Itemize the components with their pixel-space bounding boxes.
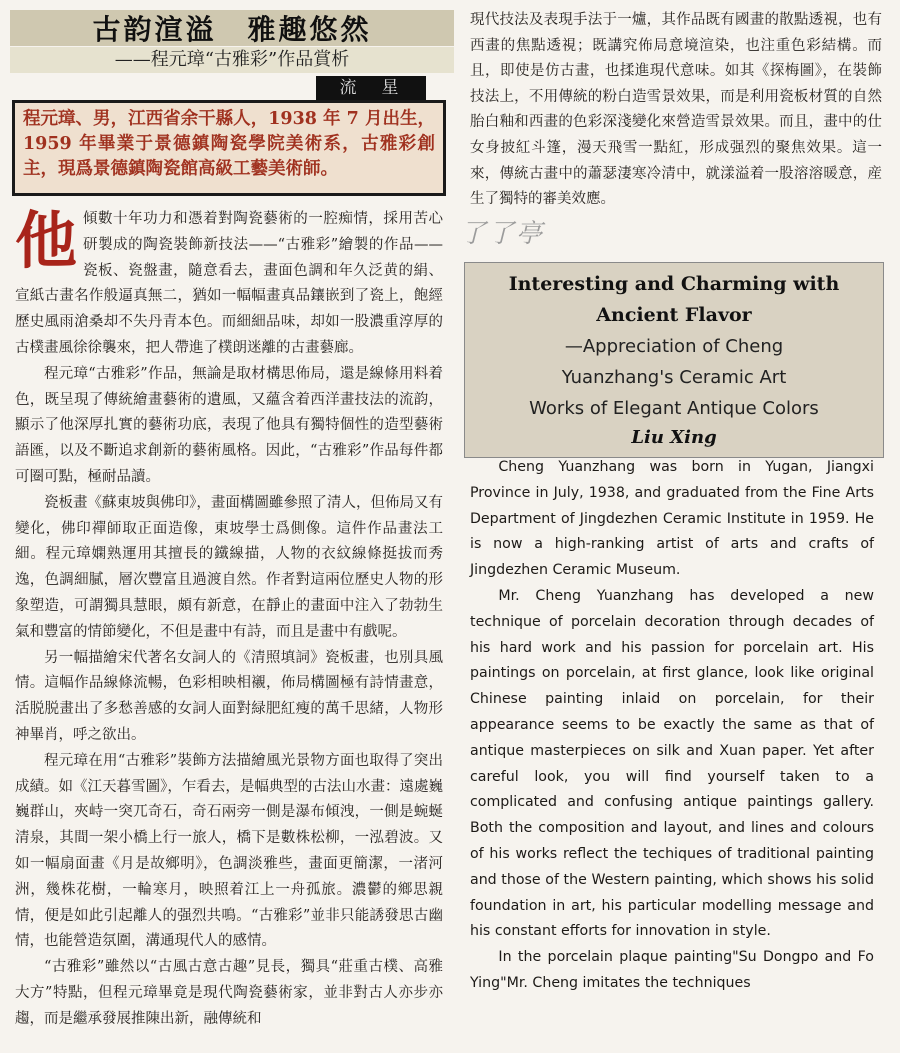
chinese-paragraph: 另一幅描繪宋代著名女詞人的《清照填詞》瓷板畫，也別具風情。這幅作品線條流暢，色彩相映相襯，佈局構圖極有詩情畫意，活脱脱畫出了多愁善感的女詞人面對緑肥紅瘦的萬千思緒，人物形神畢肖，呼之欲出。 bbox=[15, 649, 443, 743]
signature-mark: 了了亭 bbox=[460, 219, 545, 249]
chinese-paragraph: “古雅彩”雖然以“古風古意古趣”見長，獨具“莊重古樸、高雅大方”特點，但程元璋畢竟是現代陶瓷藝術家，並非對古人亦步亦趨，而是繼承發展推陳出新，融傳統和 bbox=[15, 959, 443, 1027]
english-author: Liu Xing bbox=[631, 427, 717, 448]
chinese-paragraph: 瓷板畫《蘇東坡與佛印》，畫面構圖雖參照了清人，但佈局又有變化，佛印禪師取正面造像，東坡學士爲側像。這件作品畫法工細。程元璋嫻熟運用其擅長的鐵線描，人物的衣紋線條挺拔而秀逸，色調細膩，層次豐富且過渡自然。作者對這兩位歷史人物的形象塑造，可謂獨具慧眼，頗有新意，在靜止的畫面中注入了勃勃生氣和豐富的情節變化，不但是畫中有詩，而且是畫中有戲呢。 bbox=[15, 494, 443, 640]
english-paragraph: In the porcelain plaque painting"Su Dongpo and Fo Ying"Mr. Cheng imitates the techniques bbox=[470, 949, 874, 991]
english-title-line: Interesting and Charming with bbox=[508, 273, 840, 295]
english-paragraph: Mr. Cheng Yuanzhang has developed a new technique of porcelain decoration through decades of his hard work and his passion for porcelain art. His paintings on porcelain, at first glance, look like original Chinese painting inlaid on porcelain, for their appearance seems to be exactly the same as that of antique masterpieces on silk and Xuan paper. Yet after careful look, you will find yourself taken to a complicated and confusing antique paintings gallery. Both the composition and layout, and lines and colours of his works reflect the techiques of traditional painting and those of the Western painting, which shows his solid foundation in art, his particular modelling message and his constant efforts for innovation in style. bbox=[470, 587, 874, 940]
chinese-paragraph: 程元璋在用“古雅彩”裝飾方法描繪風光景物方面也取得了突出成績。如《江天暮雪圖》，乍看去，是幅典型的古法山水畫：遠處巍巍群山，夾峙一突兀奇石，奇石兩旁一側是瀑布傾洩，一側是蜿蜒清泉，其間一架小橋上行一旅人，橋下是數株松柳，一泓碧波。又如一幅扇面畫《月是故鄉明》，色調淡雅些，畫面更簡潔，一渚河洲，幾株花樹，一輪寒月，映照着江上一舟孤旅。濃鬱的鄉思親情，便是如此引起離人的强烈共鳴。“古雅彩”並非只能誘發思古幽情，也能營造氛圍，溝通現代人的感情。 bbox=[15, 752, 443, 950]
english-subtitle-line: Works of Elegant Antique Colors bbox=[529, 398, 819, 419]
chinese-continuation bbox=[470, 8, 882, 213]
author-name: 流 星 bbox=[339, 78, 403, 98]
english-subtitle-line: —Appreciation of Cheng bbox=[564, 336, 784, 357]
author-bio-box: 程元璋、男，江西省余干縣人，1938 年 7 月出生， 1959 年畢業于景德鎮陶瓷學院美術系，古雅彩創主，現爲景德鎮陶瓷館高級工藝美術師。 bbox=[12, 100, 446, 196]
english-body bbox=[470, 455, 874, 997]
chinese-author-tag bbox=[316, 76, 426, 100]
chinese-paragraph: 程元璋“古雅彩”作品，無論是取材構思佈局，還是線條用料着色，既呈現了傳統繪畫藝術的遺風，又蘊含着西洋畫技法的流韵，顯示了他深厚扎實的藝術功底，表現了他具有獨特個性的造型藝術語匯，以及不斷追求創新的藝術風格。因此，“古雅彩”作品每件都可圈可點，極耐品讀。 bbox=[15, 365, 443, 485]
chinese-paragraph bbox=[15, 204, 443, 362]
drop-cap: 他 bbox=[15, 204, 78, 277]
english-subtitle-line: Yuanzhang's Ceramic Art bbox=[561, 367, 787, 388]
english-paragraph: Cheng Yuanzhang was born in Yugan, Jiangxi Province in July, 1938, and graduated from the Fine Arts Department of Jingdezhen Ceramic Institute in 1959. He is now a high-ranking artist of arts and crafts of Jingdezhen Ceramic Museum. bbox=[470, 459, 874, 579]
chinese-body bbox=[15, 204, 443, 1033]
chinese-title: 古韵渲溢 雅趣悠然 bbox=[10, 10, 454, 46]
chinese-subtitle: ——程元璋“古雅彩”作品賞析 bbox=[10, 47, 454, 73]
english-title-box bbox=[464, 262, 884, 458]
paragraph-text: 傾數十年功力和憑着對陶瓷藝術的一腔痴情，採用苦心研製成的陶瓷裝飾新技法——“古雅彩”繪製的作品——瓷板、瓷盤畫，隨意看去，畫面色調和年久泛黄的絹、宣紙古畫名作般逼真無二，猶如一幅幅畫真品鑲嵌到了瓷上，飽經歷史風雨滄桑却不失丹青本色。而細細品味，却如一股濃重淳厚的古樸畫風徐徐襲來，把人帶進了樸朗迷離的古畫藝廊。 bbox=[15, 211, 443, 356]
chinese-paragraph: 現代技法及表現手法于一爐，其作品既有國畫的散點透視，也有西畫的焦點透視；既講究佈局意境渲染，也注重色彩結構。而且，即使是仿古畫，也揉進現代意味。如其《探梅圖》，在裝飾技法上，不用傳統的粉白造雪景效果，而是利用瓷板材質的自然胎白釉和西畫的色彩深淺變化來營造雪景效果。而且，畫中的仕女身披紅斗篷，漫天飛雪一點紅，形成强烈的聚焦效果。這一來，傳統古畫中的蕭瑟淒寒冷清中，就漾溢着一股溶溶暖意，産生了獨特的審美效應。 bbox=[470, 12, 882, 208]
english-title-line: Ancient Flavor bbox=[596, 304, 752, 326]
